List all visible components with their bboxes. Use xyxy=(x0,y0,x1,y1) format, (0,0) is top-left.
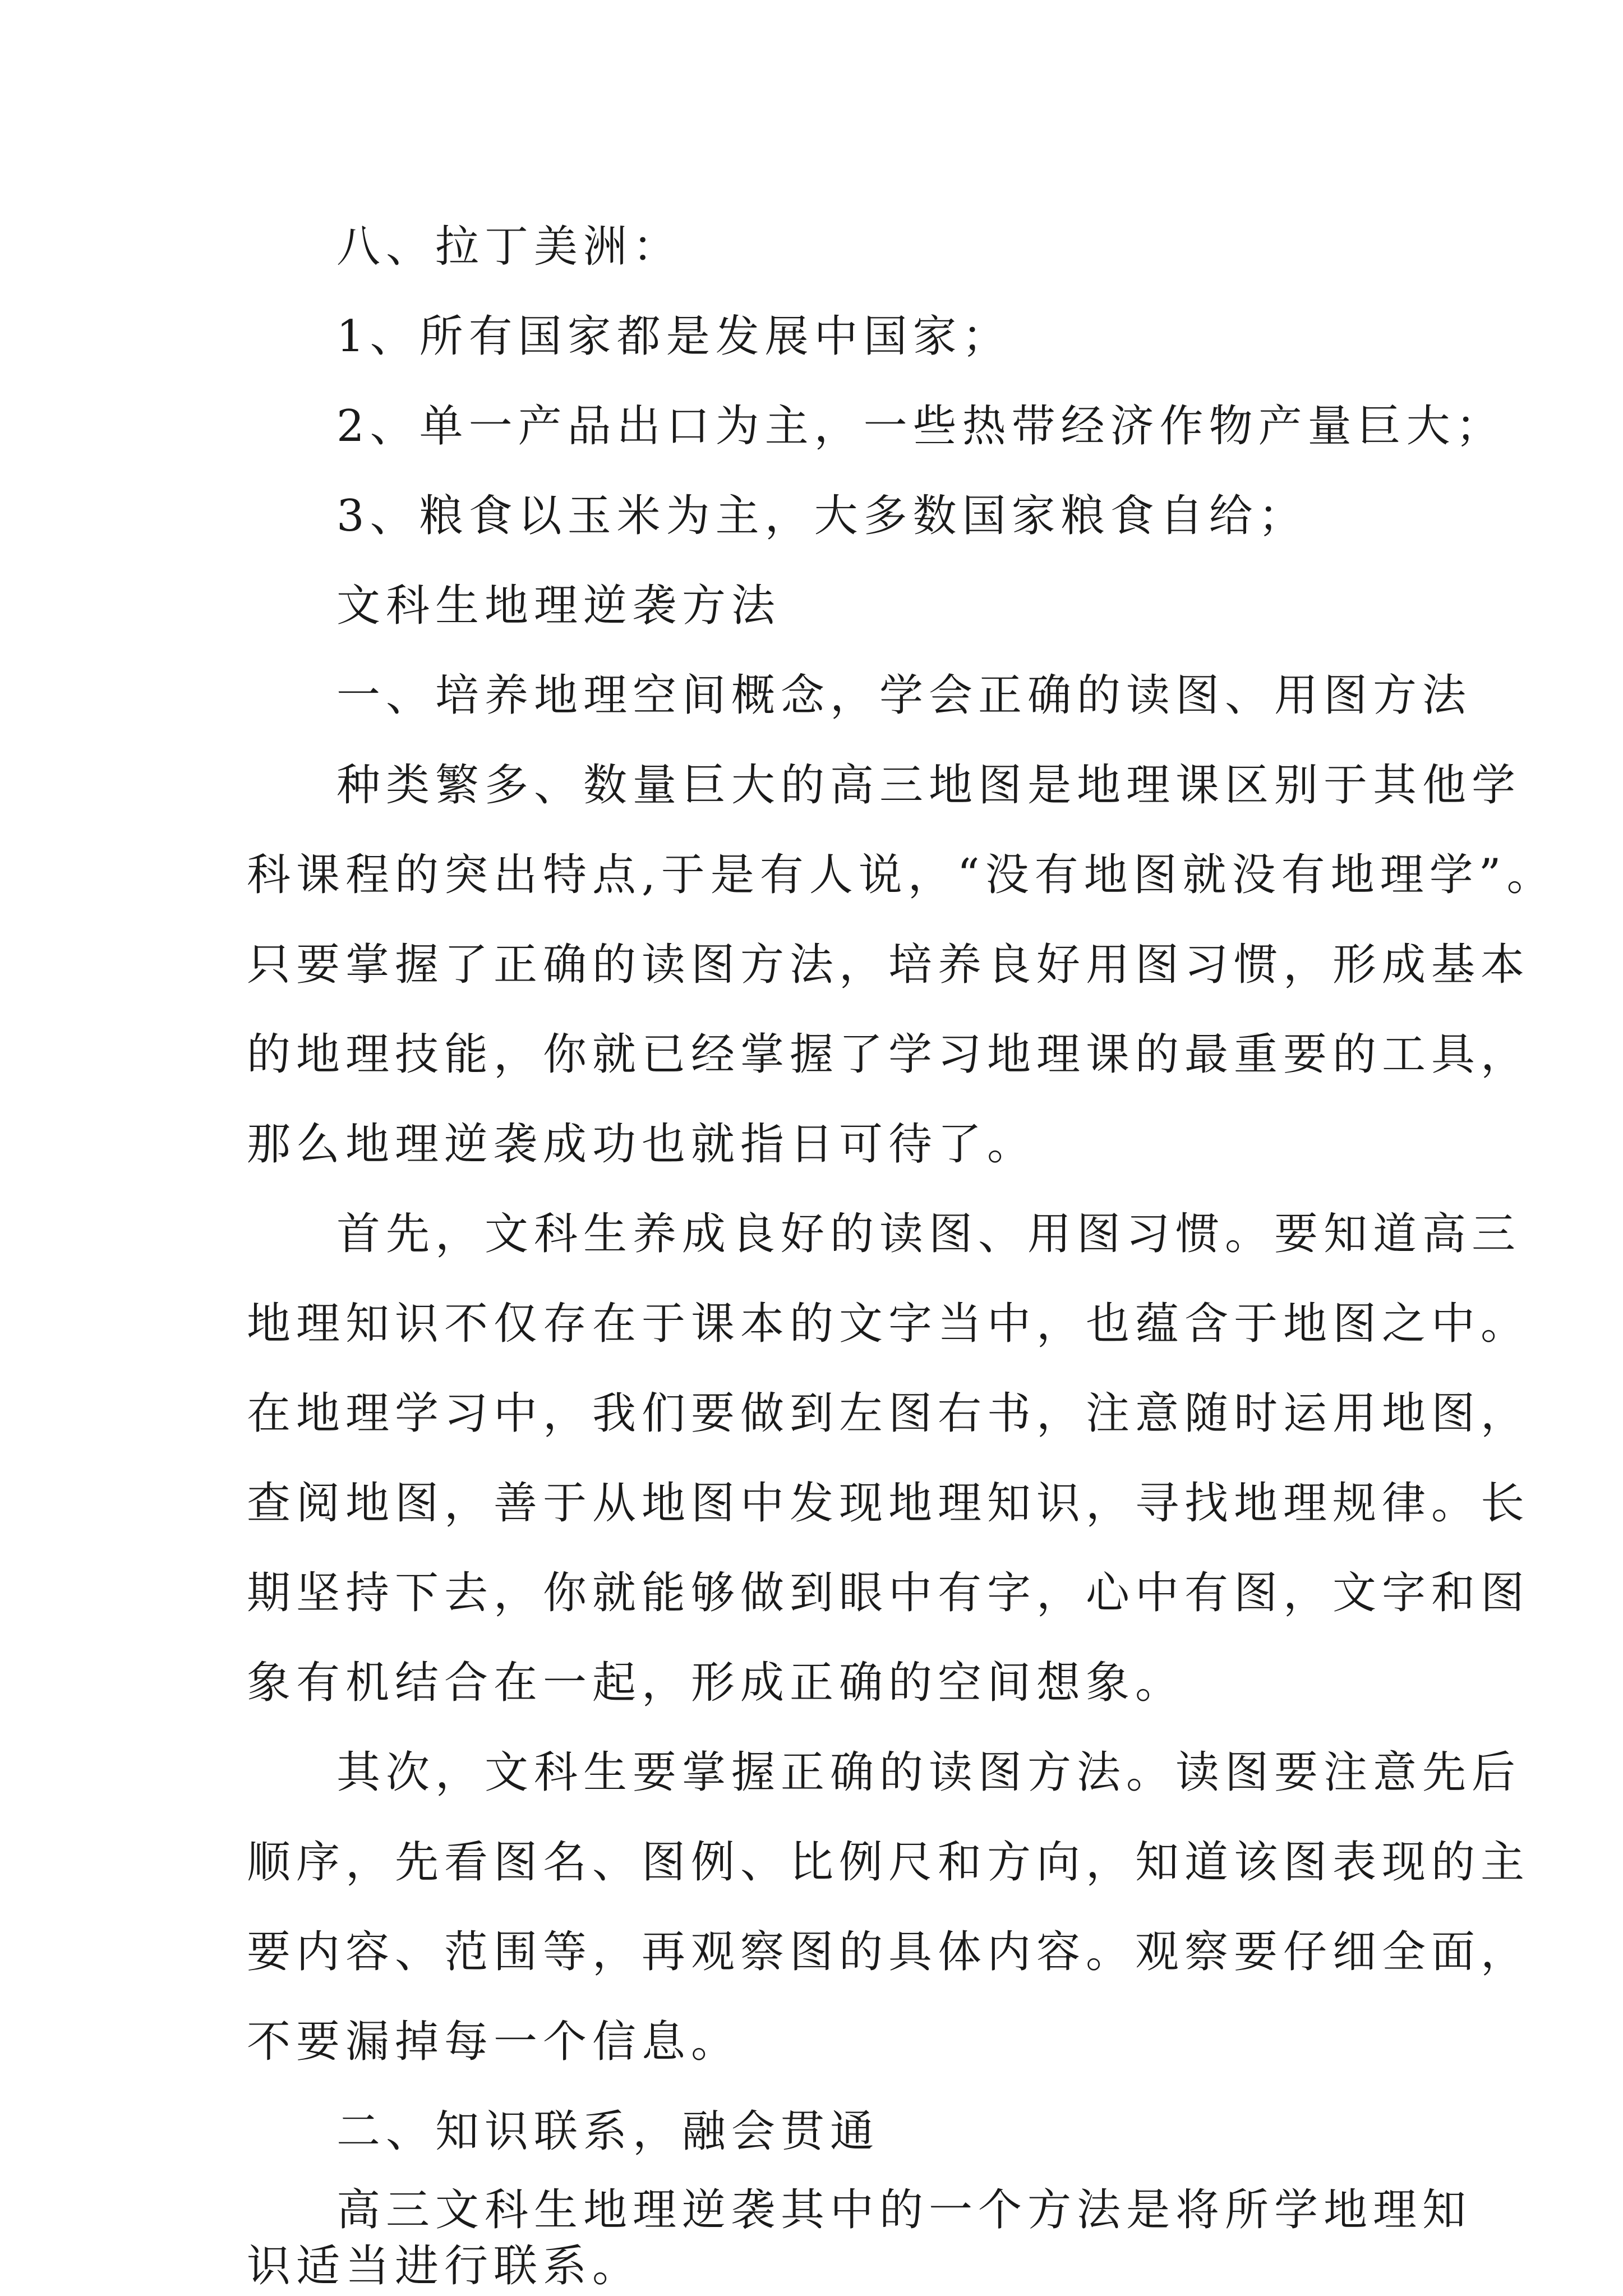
section-heading-2: 二、知识联系，融会贯通 xyxy=(336,2106,880,2157)
paragraph-line: 的地理技能，你就已经掌握了学习地理课的最重要的工具， xyxy=(247,1029,1530,1080)
paragraph-line: 种类繁多、数量巨大的高三地图是地理课区别于其他学 xyxy=(336,760,1521,811)
paragraph-line: 期坚持下去，你就能够做到眼中有字，心中有图，文字和图 xyxy=(247,1568,1530,1618)
paragraph-line: 那么地理逆袭成功也就指日可待了。 xyxy=(247,1119,1037,1170)
list-item-1: 1、所有国家都是发展中国家； xyxy=(336,311,1012,362)
paragraph-line: 识适当进行联系。 xyxy=(247,2241,642,2292)
list-item-3: 3、粮食以玉米为主，大多数国家粮食自给； xyxy=(336,491,1308,541)
article-title: 文科生地理逆袭方法 xyxy=(336,581,781,631)
paragraph-line: 其次，文科生要掌握正确的读图方法。读图要注意先后 xyxy=(336,1747,1521,1798)
paragraph-line: 不要漏掉每一个信息。 xyxy=(247,2017,741,2067)
section-heading-1: 一、培养地理空间概念，学会正确的读图、用图方法 xyxy=(336,670,1472,721)
paragraph-line: 顺序，先看图名、图例、比例尺和方向，知道该图表现的主 xyxy=(247,1837,1530,1888)
paragraph-line: 查阅地图，善于从地图中发现地理知识，寻找地理规律。长 xyxy=(247,1478,1530,1529)
paragraph-line: 科课程的突出特点,于是有人说，“没有地图就没有地理学”。 xyxy=(247,850,1556,900)
paragraph-line: 在地理学习中，我们要做到左图右书，注意随时运用地图， xyxy=(247,1388,1530,1439)
paragraph-line: 要内容、范围等，再观察图的具体内容。观察要仔细全面， xyxy=(247,1927,1530,1977)
paragraph-line: 象有机结合在一起，形成正确的空间想象。 xyxy=(247,1658,1185,1708)
paragraph-line: 首先，文科生养成良好的读图、用图习惯。要知道高三 xyxy=(336,1209,1521,1259)
paragraph-line: 只要掌握了正确的读图方法，培养良好用图习惯，形成基本 xyxy=(247,940,1530,990)
section-heading-latin-america: 八、拉丁美洲： xyxy=(336,222,683,272)
paragraph-line: 高三文科生地理逆袭其中的一个方法是将所学地理知 xyxy=(336,2185,1472,2235)
list-item-2: 2、单一产品出口为主，一些热带经济作物产量巨大； xyxy=(336,401,1505,452)
paragraph-line: 地理知识不仅存在于课本的文字当中，也蕴含于地图之中。 xyxy=(247,1299,1530,1349)
